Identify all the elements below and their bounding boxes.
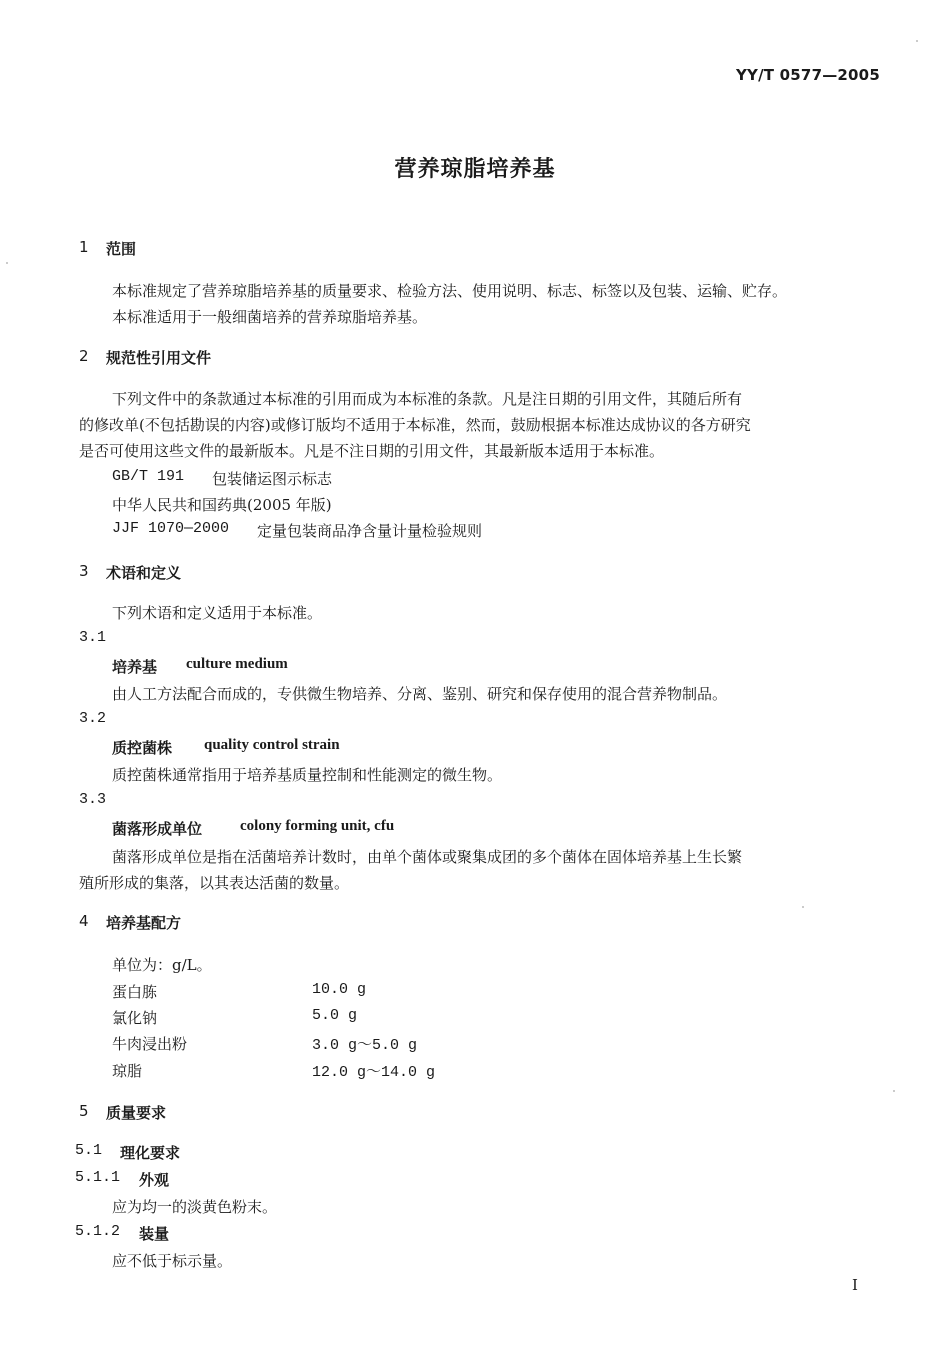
section-2-para-line-2: 的修改单(不包括勘误的内容)或修订版均不适用于本标准，然而，鼓励根据本标准达成协议的各方研究: [79, 416, 751, 434]
term-3-2-chinese: 质控菌株: [112, 739, 173, 757]
section-3-intro: 下列术语和定义适用于本标准。: [112, 604, 323, 622]
formula-amount: 3.0 g～5.0 g: [312, 1037, 418, 1054]
section-1-para-2: 本标准适用于一般细菌培养的营养琼脂培养基。: [112, 308, 428, 326]
reference-1-code: GB/T 191: [112, 468, 185, 485]
formula-ingredient: 蛋白胨: [112, 983, 158, 1001]
formula-ingredient: 琼脂: [112, 1062, 143, 1080]
section-1-number: 1: [79, 238, 89, 256]
section-5-1-1-title: 外观: [139, 1171, 170, 1189]
section-4-title: 培养基配方: [106, 914, 182, 932]
section-2-para-line-1: 下列文件中的条款通过本标准的引用而成为本标准的条款。凡是注日期的引用文件，其随后所有: [112, 390, 743, 408]
reference-3-title: 定量包装商品净含量计量检验规则: [257, 522, 483, 540]
formula-ingredient: 氯化钠: [112, 1009, 158, 1027]
term-3-2-number: 3.2: [79, 710, 107, 727]
section-5-1-title: 理化要求: [120, 1144, 181, 1162]
term-3-2-definition: 质控菌株通常指用于培养基质量控制和性能测定的微生物。: [112, 766, 503, 784]
section-2-number: 2: [79, 347, 89, 365]
term-3-1-chinese: 培养基: [112, 658, 158, 676]
scan-speck: [893, 1090, 895, 1092]
term-3-3-definition-line-1: 菌落形成单位是指在活菌培养计数时，由单个菌体或聚集成团的多个菌体在固体培养基上生长繁: [112, 848, 743, 866]
term-3-3-english: colony forming unit, cfu: [240, 818, 395, 834]
standard-code: YY/T 0577—2005: [736, 66, 880, 84]
scan-speck: [802, 906, 804, 908]
term-3-1-number: 3.1: [79, 629, 107, 646]
section-1-title: 范围: [106, 240, 137, 258]
reference-3-code: JJF 1070—2000: [112, 520, 230, 537]
reference-1-title: 包装储运图示标志: [212, 470, 333, 488]
section-4-number: 4: [79, 912, 89, 930]
section-3-title: 术语和定义: [106, 564, 182, 582]
formula-amount: 10.0 g: [312, 981, 367, 998]
term-3-1-english: culture medium: [186, 656, 288, 672]
scan-speck: [6, 262, 8, 264]
formula-unit: 单位为：g/L。: [112, 956, 212, 974]
section-3-number: 3: [79, 562, 89, 580]
section-5-1-2-title: 装量: [139, 1225, 170, 1243]
formula-amount: 12.0 g～14.0 g: [312, 1064, 436, 1081]
term-3-3-number: 3.3: [79, 791, 107, 808]
section-5-1-2-text: 应不低于标示量。: [112, 1252, 233, 1270]
section-5-title: 质量要求: [106, 1104, 167, 1122]
section-5-1-2-number: 5.1.2: [75, 1223, 121, 1240]
scan-speck: [916, 40, 918, 42]
term-3-3-definition-line-2: 殖所形成的集落，以其表达活菌的数量。: [79, 874, 350, 892]
page-number: I: [852, 1276, 858, 1294]
section-5-1-1-text: 应为均一的淡黄色粉末。: [112, 1198, 278, 1216]
term-3-3-chinese: 菌落形成单位: [112, 820, 203, 838]
term-3-1-definition: 由人工方法配合而成的，专供微生物培养、分离、鉴别、研究和保存使用的混合营养物制品。: [112, 685, 728, 703]
page-title: 营养琼脂培养基: [394, 157, 556, 182]
section-2-para-line-3: 是否可使用这些文件的最新版本。凡是不注日期的引用文件，其最新版本适用于本标准。: [79, 442, 665, 460]
section-5-1-1-number: 5.1.1: [75, 1169, 121, 1186]
section-5-number: 5: [79, 1102, 89, 1120]
section-5-1-number: 5.1: [75, 1142, 103, 1159]
formula-amount: 5.0 g: [312, 1007, 358, 1024]
term-3-2-english: quality control strain: [204, 737, 340, 753]
section-1-para-1: 本标准规定了营养琼脂培养基的质量要求、检验方法、使用说明、标志、标签以及包装、运输、贮存。: [112, 282, 788, 300]
formula-ingredient: 牛肉浸出粉: [112, 1035, 188, 1053]
section-2-title: 规范性引用文件: [106, 349, 212, 367]
reference-2: 中华人民共和国药典(2005 年版): [112, 496, 332, 514]
